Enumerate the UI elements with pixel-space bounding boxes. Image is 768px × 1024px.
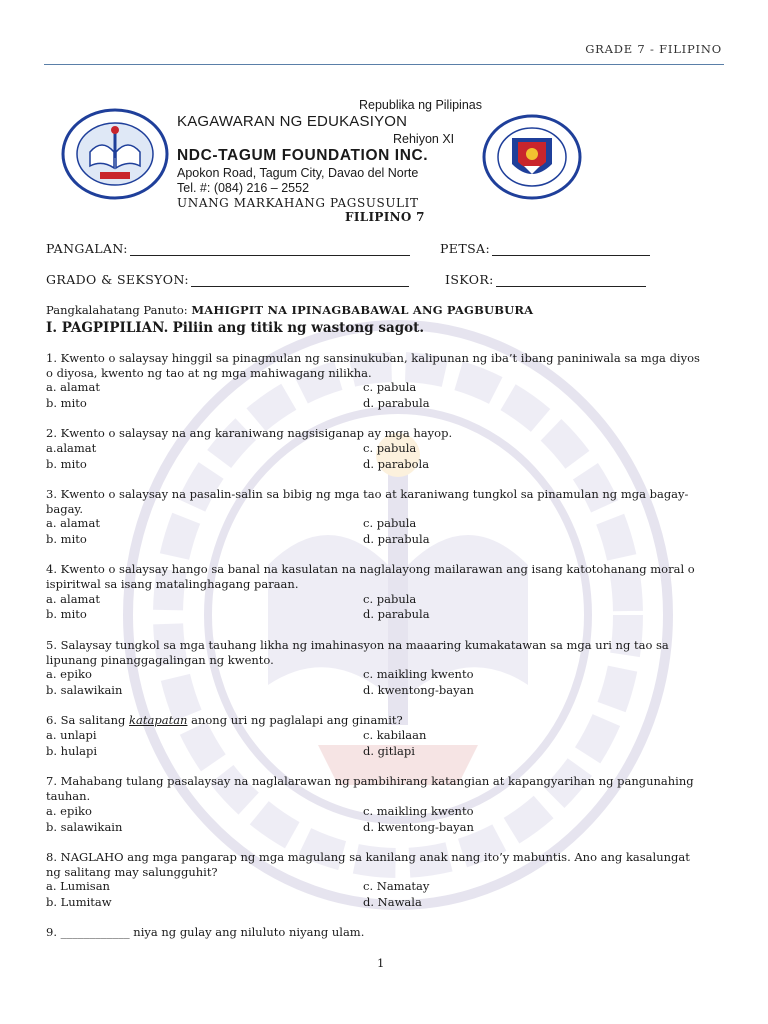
grade-section-label: GRADO & SEKSYON:	[46, 272, 189, 287]
date-label: PETSA:	[440, 241, 491, 256]
option-c: c. pabula	[363, 592, 417, 606]
question-1	[46, 351, 726, 380]
option-c: c. maikling kwento	[363, 804, 474, 818]
question-5	[46, 638, 726, 667]
option-b: b. Lumitaw	[46, 895, 112, 909]
section-instruction: Piliin ang titik ng wastong sagot.	[172, 320, 425, 336]
question-9	[46, 925, 726, 940]
option-b: b. salawikain	[46, 683, 123, 697]
option-c: c. pabula	[363, 516, 417, 530]
region-line: Rehiyon XI	[393, 132, 455, 146]
section-title: I. PAGPIPILIAN.	[46, 320, 169, 336]
question-text-line: 5. Salaysay tungkol sa mga tauhang likha ng imahinasyon na maaaring kumakatawan sa mga uri ng tao sa	[46, 638, 669, 652]
section-heading	[46, 320, 424, 336]
option-d: d. parabula	[363, 396, 430, 410]
option-b: b. hulapi	[46, 744, 98, 758]
question-text-line: 3. Kwento o salaysay na pasalin-salin sa bibig ng mga tao at karaniwang tungkol sa pinamulan ng mga bagay-	[46, 487, 689, 501]
name-field	[46, 241, 410, 256]
answer-blank[interactable]: ____________	[60, 925, 130, 939]
question-text-line: 7. Mahabang tulang pasalaysay na naglalarawan ng pambihirang katangian at kapangyarihan ng pangunahing	[46, 774, 694, 788]
option-c: c. kabilaan	[363, 728, 427, 742]
exam-title: UNANG MARKAHANG PAGSUSULIT	[177, 196, 419, 210]
option-a: a. unlapi	[46, 728, 97, 742]
option-d: d. kwentong-bayan	[363, 683, 474, 697]
question-text: anong uri ng paglalapi ang ginamit?	[187, 713, 403, 727]
republika-line: Republika ng Pilipinas	[359, 98, 482, 112]
option-b: b. mito	[46, 607, 87, 621]
score-field	[445, 272, 646, 287]
question-6	[46, 713, 726, 728]
instruction-text: MAHIGPIT NA IPINAGBABAWAL ANG PAGBUBURA	[191, 303, 534, 317]
option-c: c. pabula	[363, 380, 417, 394]
option-d: d. Nawala	[363, 895, 422, 909]
option-a: a. epiko	[46, 667, 92, 681]
question-text-line: bagay.	[46, 501, 84, 516]
date-blank[interactable]	[492, 243, 650, 256]
option-c: c. pabula	[363, 441, 417, 455]
option-a: a. alamat	[46, 592, 100, 606]
option-c: c. Namatay	[363, 879, 430, 893]
underlined-word: katapatan	[129, 713, 188, 727]
option-a: a. Lumisan	[46, 879, 110, 893]
option-c: c. maikling kwento	[363, 667, 474, 681]
option-b: b. salawikain	[46, 820, 123, 834]
question-text-line: 4. Kwento o salaysay hango sa banal na kasulatan na naglalayong mailarawan ang isang katotohanang moral o	[46, 562, 695, 576]
option-d: d. parabula	[363, 532, 430, 546]
option-d: d. parabula	[363, 607, 430, 621]
option-a: a. alamat	[46, 516, 100, 530]
deped-seal	[482, 114, 582, 200]
question-text-line: lipunang pinanggagalingan ng kwento.	[46, 652, 274, 667]
grade-section-field	[46, 272, 409, 287]
option-d: d. parabola	[363, 457, 430, 471]
grade-section-blank[interactable]	[191, 274, 409, 287]
option-a: a. alamat	[46, 380, 100, 394]
question-text: 6. Sa salitang	[46, 713, 130, 727]
question-text-line: ispiritwal sa isang matalinghagang paraan.	[46, 576, 299, 591]
option-a: a.alamat	[46, 441, 97, 455]
question-4	[46, 562, 726, 591]
option-b: b. mito	[46, 457, 87, 471]
question-text-line: o diyosa, kwento ng tao at ng mga mahiwagang nilikha.	[46, 365, 372, 380]
question-text-line: 2. Kwento o salaysay na ang karaniwang nagsisiganap ay mga hayop.	[46, 426, 453, 440]
score-label: ISKOR:	[445, 272, 494, 287]
question-text-line: ng salitang may salungguhit?	[46, 864, 218, 879]
school-name: NDC-TAGUM FOUNDATION INC.	[177, 147, 429, 164]
name-blank[interactable]	[130, 243, 410, 256]
running-head: GRADE 7 - FILIPINO	[585, 42, 722, 56]
header-rule	[44, 64, 724, 65]
option-d: d. gitlapi	[363, 744, 415, 758]
option-d: d. kwentong-bayan	[363, 820, 474, 834]
option-a: a. epiko	[46, 804, 92, 818]
question-text-line: tauhan.	[46, 788, 91, 803]
option-b: b. mito	[46, 532, 87, 546]
general-instruction	[46, 303, 533, 317]
school-telephone: Tel. #: (084) 216 – 2552	[177, 181, 310, 195]
question-text: niya ng gulay ang niluluto niyang ulam.	[129, 925, 365, 939]
question-text: 9.	[46, 925, 61, 939]
name-label: PANGALAN:	[46, 241, 128, 256]
school-logo	[60, 108, 170, 200]
question-text-line: 1. Kwento o salaysay hinggil sa pinagmulan ng sansinukuban, kalipunan ng iba’t ibang paniniwala sa mga diyos	[46, 351, 700, 365]
option-b: b. mito	[46, 396, 87, 410]
question-8	[46, 850, 726, 879]
question-text-line: 8. NAGLAHO ang mga pangarap ng mga magulang sa kanilang anak nang ito’y mabuntis. Ano ang kasalungat	[46, 850, 690, 864]
school-address: Apokon Road, Tagum City, Davao del Norte	[177, 166, 419, 180]
score-blank[interactable]	[496, 274, 646, 287]
question-3	[46, 487, 726, 516]
instruction-label: Pangkalahatang Panuto:	[46, 303, 188, 317]
subject-title: FILIPINO 7	[345, 210, 425, 224]
question-7	[46, 774, 726, 803]
date-field	[440, 241, 650, 256]
question-2	[46, 426, 726, 441]
page-number: 1	[377, 956, 385, 970]
department-name: KAGAWARAN NG EDUKASIYON	[177, 113, 408, 130]
